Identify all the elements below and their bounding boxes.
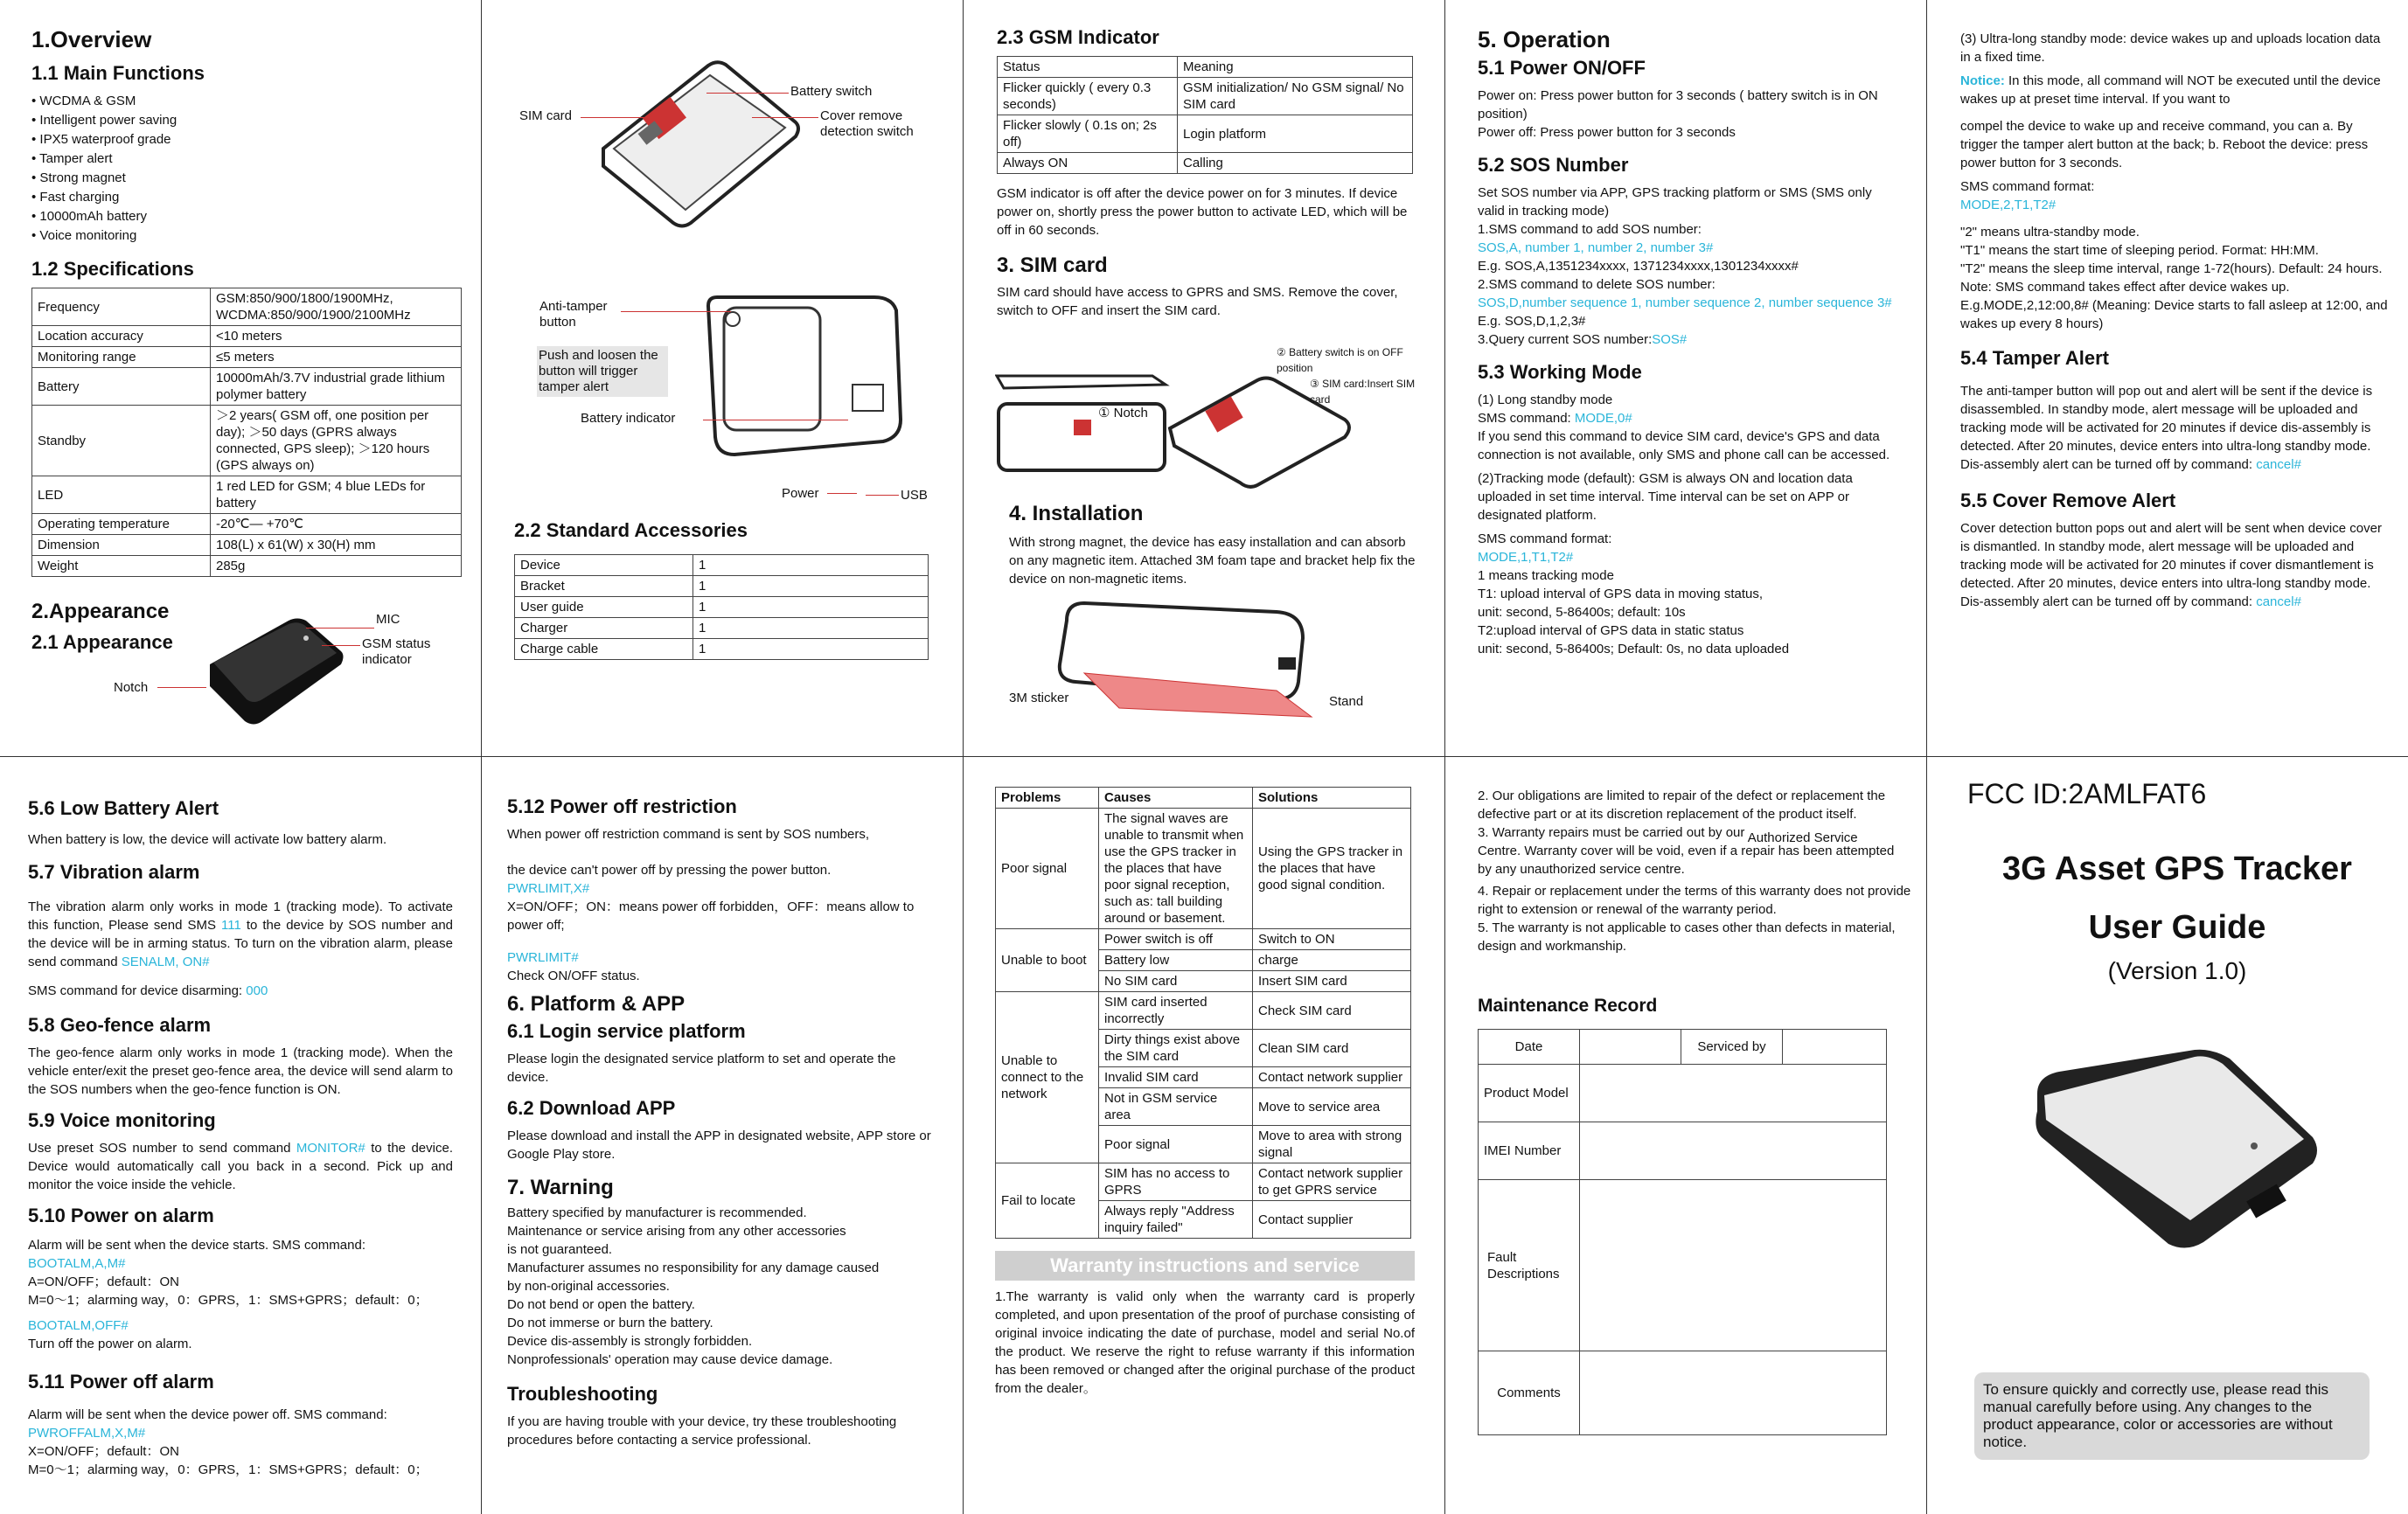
list-item: Nonprofessionals' operation may cause device damage. xyxy=(507,1352,833,1367)
guide-title: User Guide xyxy=(2088,909,2266,946)
text: (2)Tracking mode (default): GSM is always ON and location data uploaded in set time interval. Time interval can be set on APP or designated platform. xyxy=(1478,471,1853,523)
table-cell[interactable] xyxy=(1783,1030,1887,1065)
accessory-name: Device xyxy=(515,555,693,576)
list-item: by non-original accessories. xyxy=(507,1279,670,1294)
table-cell: Comments xyxy=(1479,1351,1580,1435)
label-gsm-indicator: GSM status indicator xyxy=(362,636,431,667)
table-row xyxy=(32,476,462,514)
leader-line xyxy=(621,311,731,312)
table-row xyxy=(996,809,1411,929)
panel-troubleshooting xyxy=(995,787,1415,1477)
spec-value: 1 red LED for GSM; 4 blue LEDs for battery xyxy=(211,476,462,514)
section-title: 5.1 Power ON/OFF xyxy=(1478,57,1646,79)
text: If you are having trouble with your device, try these troubleshooting procedures before contacting a service professional. xyxy=(507,1414,897,1448)
sms-command: MODE,1,T1,T2# xyxy=(1478,550,1574,565)
spec-value: 10000mAh/3.7V industrial grade lithium polymer battery xyxy=(211,368,462,406)
sms-command: cancel# xyxy=(2256,594,2301,609)
section-title: 5.7 Vibration alarm xyxy=(28,861,200,883)
table-row xyxy=(996,992,1411,1030)
label-battery-indicator: Battery indicator xyxy=(581,411,676,426)
spec-value: GSM:850/900/1800/1900MHz, WCDMA:850/900/1900/2100MHz xyxy=(211,288,462,326)
leader-line xyxy=(581,117,651,118)
device-open-image xyxy=(595,52,804,236)
column-header: Problems xyxy=(996,788,1099,809)
table-cell: GSM initialization/ No GSM signal/ No SIM card xyxy=(1178,78,1413,115)
accessory-qty: 1 xyxy=(693,555,929,576)
table-row xyxy=(32,556,462,577)
text: The geo-fence alarm only works in mode 1 (tracking mode). When the vehicle enter/exit the preset geo-fence area, the device will send alarm to the SOS numbers when the geo-fence function is ON. xyxy=(28,1045,453,1097)
column-header: Solutions xyxy=(1253,788,1411,809)
cause-cell: Always reply "Address inquiry failed" xyxy=(1099,1201,1253,1239)
section-title: 7. Warning xyxy=(507,1176,614,1199)
section-title: 1.1 Main Functions xyxy=(31,62,205,84)
text: E.g.MODE,2,12:00,8# (Meaning: Device starts to fall asleep at 12:00, and wakes up every 8 hours) xyxy=(1960,298,2388,331)
sms-command: PWRLIMIT# xyxy=(507,950,579,965)
leader-line xyxy=(306,628,374,629)
device-front-image xyxy=(201,612,350,734)
sms-command: SOS# xyxy=(1652,332,1688,347)
text: SMS command for device disarming: xyxy=(28,983,247,998)
sms-command: PWRLIMIT,X# xyxy=(507,881,590,896)
leader-line xyxy=(706,93,789,94)
table-row xyxy=(515,597,929,618)
section-title: 3. SIM card xyxy=(997,253,1108,277)
cause-cell: SIM card inserted incorrectly xyxy=(1099,992,1253,1030)
accessory-name: Charger xyxy=(515,618,693,639)
cause-cell: The signal waves are unable to transmit when use the GPS tracker in the places that have poor signal reception, such as: tall building around or basement. xyxy=(1099,809,1253,929)
section-title: 1.2 Specifications xyxy=(31,258,194,280)
panel-platform-warning xyxy=(507,787,936,1504)
text: Use preset SOS number to send command xyxy=(28,1141,296,1156)
table-cell: Serviced by xyxy=(1681,1030,1783,1065)
text: "T1" means the start time of sleeping period. Format: HH:MM. xyxy=(1960,243,2319,258)
warranty-heading: Warranty instructions and service xyxy=(995,1251,1415,1281)
label-power: Power xyxy=(782,486,819,501)
table-row xyxy=(998,153,1413,174)
section-title: 5.2 SOS Number xyxy=(1478,154,1629,176)
specs-table xyxy=(31,288,462,577)
label-cover-remove-switch: Cover remove detection switch xyxy=(820,108,914,139)
text: Set SOS number via APP, GPS tracking platform or SMS (SMS only valid in tracking mode) xyxy=(1478,185,1872,219)
text: (1) Long standby mode xyxy=(1478,392,1613,407)
text: Please login the designated service platform to set and operate the device. xyxy=(507,1052,896,1085)
notice-label: Notice: xyxy=(1960,73,2005,88)
fold-line xyxy=(1444,0,1445,1514)
fold-line xyxy=(1926,0,1927,1514)
spec-value: ≤5 meters xyxy=(211,347,462,368)
text: 3.Query current SOS number: xyxy=(1478,332,1653,347)
solution-cell: Move to area with strong signal xyxy=(1253,1126,1411,1163)
text xyxy=(1478,330,1897,349)
list-item: Maintenance or service arising from any other accessories xyxy=(507,1224,846,1239)
solution-cell: Move to service area xyxy=(1253,1088,1411,1126)
label-sim-card: SIM card xyxy=(519,108,573,123)
table-row xyxy=(32,288,462,326)
leader-line xyxy=(752,117,818,118)
text: 5. The warranty is not applicable to cases other than defects in material, design and workmanship. xyxy=(1478,920,1896,954)
label-battery-switch: Battery switch xyxy=(790,84,873,99)
text: "T2" means the sleep time interval, range 1-72(hours). Default: 24 hours. xyxy=(1960,261,2383,276)
column-header: Meaning xyxy=(1178,57,1413,78)
text: Power off: Press power button for 3 seconds xyxy=(1478,125,1736,140)
table-row xyxy=(998,115,1413,153)
cause-cell: Poor signal xyxy=(1099,1126,1253,1163)
accessory-qty: 1 xyxy=(693,618,929,639)
gsm-table xyxy=(997,56,1413,174)
warning-list xyxy=(507,1204,936,1369)
spec-value: 108(L) x 61(W) x 30(H) mm xyxy=(211,535,462,556)
table-row xyxy=(515,576,929,597)
text: If you send this command to device SIM card, device's GPS and data connection is not available, only SMS and phone call can be accessed. xyxy=(1478,429,1890,462)
accessory-qty: 1 xyxy=(693,576,929,597)
label-push-note: Push and loosen the button will trigger tamper alert xyxy=(537,346,668,397)
troubleshooting-table xyxy=(995,787,1411,1239)
table-cell: IMEI Number xyxy=(1479,1122,1580,1180)
spec-value: ＞2 years( GSM off, one position per day); ＞50 days (GPRS always connected, GPS sleep); ＞120 hours (GPS always on) xyxy=(211,406,462,476)
spec-key: Battery xyxy=(32,368,211,406)
spec-value: <10 meters xyxy=(211,326,462,347)
cause-cell: Battery low xyxy=(1099,950,1253,971)
text: The anti-tamper button will pop out and alert will be sent if the device is disassembled. In standby mode, alert message will be uploaded and tracking mode will be activated for 20 minutes if device dis-assembly is detected. After 20 minutes, device enters into ultra-long standby mode. Dis-assembly alert can be turned off by command: xyxy=(1960,384,2373,472)
section-title: 2.3 GSM Indicator xyxy=(997,26,1159,48)
text: E.g. SOS,D,1,2,3# xyxy=(1478,314,1586,329)
label-battery-switch-off: ② Battery switch is on OFF position xyxy=(1277,346,1403,374)
cover-note: To ensure quickly and correctly use, please read this manual carefully before using. Any changes to the product appearance, color or accessories are without notice. xyxy=(1974,1372,2370,1460)
text xyxy=(1478,823,1911,845)
section-title: 2.1 Appearance xyxy=(31,631,173,653)
table-header xyxy=(998,57,1413,78)
section-title: 6.2 Download APP xyxy=(507,1097,676,1119)
column-header: Causes xyxy=(1099,788,1253,809)
cause-cell: Invalid SIM card xyxy=(1099,1067,1253,1088)
problem-cell: Unable to connect to the network xyxy=(996,992,1099,1163)
text xyxy=(1478,409,1897,427)
list-item: • WCDMA & GSM xyxy=(31,94,136,108)
text: Centre. Warranty cover will be void, even if a repair has been attempted by any unauthorized service centre. xyxy=(1478,844,1895,877)
table-row xyxy=(515,639,929,660)
text: Power on: Press power button for 3 seconds ( battery switch is in ON position) xyxy=(1478,88,1878,122)
problem-cell: Poor signal xyxy=(996,809,1099,929)
table-row xyxy=(32,406,462,476)
text: Please download and install the APP in designated website, APP store or Google Play store. xyxy=(507,1129,931,1162)
table-cell[interactable] xyxy=(1580,1351,1887,1435)
cause-cell: SIM has no access to GPRS xyxy=(1099,1163,1253,1201)
table-cell: Calling xyxy=(1178,153,1413,174)
sms-command: BOOTALM,OFF# xyxy=(28,1318,129,1333)
functions-list xyxy=(31,92,469,246)
label-anti-tamper: Anti-tamper button xyxy=(539,299,608,330)
solution-cell: charge xyxy=(1253,950,1411,971)
text: Alarm will be sent when the device starts. SMS command: xyxy=(28,1238,365,1253)
text xyxy=(28,982,453,1000)
text: In this mode, all command will NOT be executed until the device wakes up at preset time interval. If you want to xyxy=(1960,73,2381,107)
table-header xyxy=(996,788,1411,809)
label-3m-sticker: 3M sticker xyxy=(1009,691,1069,705)
text: M=0～1；alarming way，0：GPRS，1：SMS+GPRS；default：0； xyxy=(28,1293,428,1308)
list-item: Battery specified by manufacturer is recommended. xyxy=(507,1205,807,1220)
list-item: • IPX5 waterproof grade xyxy=(31,132,171,147)
section-title: 5.9 Voice monitoring xyxy=(28,1109,216,1131)
section-title: Troubleshooting xyxy=(507,1383,658,1405)
section-title: 5. Operation xyxy=(1478,26,1611,52)
text: "2" means ultra-standby mode. xyxy=(1960,225,2140,240)
accessory-qty: 1 xyxy=(693,639,929,660)
text: When power off restriction command is sent by SOS numbers, xyxy=(507,827,870,842)
text: A=ON/OFF；default：ON xyxy=(28,1274,179,1289)
solution-cell: Contact network supplier to get GPRS service xyxy=(1253,1163,1411,1201)
table-row xyxy=(515,618,929,639)
table-cell: Always ON xyxy=(998,153,1178,174)
list-item: • 10000mAh battery xyxy=(31,209,147,224)
table-row xyxy=(515,555,929,576)
accessory-name: Bracket xyxy=(515,576,693,597)
spec-key: Operating temperature xyxy=(32,514,211,535)
sms-command: MODE,0# xyxy=(1574,411,1632,426)
product-title: 3G Asset GPS Tracker xyxy=(2002,851,2352,887)
section-title: 2.Appearance xyxy=(31,600,170,623)
text: Turn off the power on alarm. xyxy=(28,1337,192,1351)
fold-line xyxy=(963,0,964,1514)
text xyxy=(1960,519,2389,611)
list-item: • Strong magnet xyxy=(31,170,126,185)
label-sim-insert: ③ SIM card:Insert SIM card xyxy=(1310,378,1416,406)
maintenance-record-table xyxy=(1478,1029,1887,1435)
section-title: 6. Platform & APP xyxy=(507,992,686,1016)
sms-command: cancel# xyxy=(2256,457,2301,472)
solution-cell: Insert SIM card xyxy=(1253,971,1411,992)
text: 4. Repair or replacement under the terms of this warranty does not provide right to extension or renewal of the warranty period. xyxy=(1478,884,1911,917)
text: The vibration alarm only works in mode 1 (tracking mode). To activate this function, Please send SMS xyxy=(28,899,453,933)
table-row xyxy=(32,535,462,556)
label-stand: Stand xyxy=(1329,694,1364,709)
spec-key: Frequency xyxy=(32,288,211,326)
sms-command: 000 xyxy=(246,983,268,998)
text: Alarm will be sent when the device power off. SMS command: xyxy=(28,1407,387,1422)
device-mount-image xyxy=(1049,594,1329,726)
cause-cell: Power switch is off xyxy=(1099,929,1253,950)
section-title: 5.5 Cover Remove Alert xyxy=(1960,490,2176,511)
sms-command: 111 xyxy=(221,918,241,933)
text: unit: second, 5-86400s; default: 10s xyxy=(1478,605,1686,620)
table-row xyxy=(32,368,462,406)
sms-command: PWROFFALM,X,M# xyxy=(28,1426,146,1441)
spec-key: Weight xyxy=(32,556,211,577)
text: 2.SMS command to delete SOS number: xyxy=(1478,277,1716,292)
leader-line xyxy=(322,645,360,646)
sms-command: SOS,D,number sequence 1, number sequence 2, number sequence 3# xyxy=(1478,295,1892,310)
panel-modes-alerts xyxy=(1960,30,2389,752)
table-row xyxy=(998,78,1413,115)
list-item: • Intelligent power saving xyxy=(31,113,177,128)
spec-key: LED xyxy=(32,476,211,514)
table-row xyxy=(32,347,462,368)
spec-value: -20℃— +70℃ xyxy=(211,514,462,535)
text: When battery is low, the device will activate low battery alarm. xyxy=(28,832,387,847)
table-cell: Flicker quickly ( every 0.3 seconds) xyxy=(998,78,1178,115)
spec-key: Location accuracy xyxy=(32,326,211,347)
solution-cell: Switch to ON xyxy=(1253,929,1411,950)
leader-line xyxy=(866,495,899,496)
sms-command: SENALM, ON# xyxy=(121,955,210,969)
panel-installation xyxy=(1009,502,1416,598)
solution-cell: Clean SIM card xyxy=(1253,1030,1411,1067)
table-cell: Product Model xyxy=(1479,1065,1580,1122)
list-item: Do not bend or open the battery. xyxy=(507,1297,695,1312)
text: E.g. SOS,A,1351234xxxx, 1371234xxxx,1301234xxxx# xyxy=(1478,259,1799,274)
label-mic: MIC xyxy=(376,612,400,627)
text: T1: upload interval of GPS data in moving status, xyxy=(1478,587,1764,601)
spec-key: Dimension xyxy=(32,535,211,556)
accessories-table xyxy=(514,554,929,660)
section-title: 1.Overview xyxy=(31,26,152,52)
text: Cover detection button pops out and alert will be sent when device cover is dismantled. In standby mode, alert message will be uploaded and tracking mode will be activated for 20 minutes if cover dismantlement is detected. After 20 minutes, device enters into ultra-long standby mode. Dis-assembly alert can be turned off by command: xyxy=(1960,521,2382,609)
table-cell: Fault Descriptions xyxy=(1479,1180,1580,1351)
panel-accessories xyxy=(514,519,934,677)
sms-command: MONITOR# xyxy=(296,1141,365,1156)
spec-key: Monitoring range xyxy=(32,347,211,368)
text: to the device. Device would automatically call you back in a second. Pick up and monitor the voice inside the vehicle. xyxy=(28,1141,453,1192)
installation-text: With strong magnet, the device has easy installation and can absorb on any magnetic item. Attached 3M foam tape and bracket help fix the device on non-magnetic items. xyxy=(1009,535,1416,587)
accessory-name: Charge cable xyxy=(515,639,693,660)
label-usb: USB xyxy=(901,488,928,503)
label-notch: ① Notch xyxy=(1098,406,1148,420)
section-title: 5.3 Working Mode xyxy=(1478,361,1642,383)
gsm-note: GSM indicator is off after the device power on for 3 minutes. If device power on, shortly press the power button to activate LED, which will be off in 60 seconds. xyxy=(997,186,1408,238)
section-title: 4. Installation xyxy=(1009,502,1144,525)
text: to the device by SOS number and the device will be in arming status. To turn on the vibration alarm, please send command xyxy=(28,918,453,969)
table-cell: Login platform xyxy=(1178,115,1413,153)
list-item: Manufacturer assumes no responsibility for any damage caused xyxy=(507,1261,880,1275)
list-item: is not guaranteed. xyxy=(507,1242,613,1257)
section-title: Maintenance Record xyxy=(1478,996,1658,1016)
cause-cell: Not in GSM service area xyxy=(1099,1088,1253,1126)
fcc-id: FCC ID:2AMLFAT6 xyxy=(1967,778,2207,809)
spec-key: Standby xyxy=(32,406,211,476)
section-title: 5.11 Power off alarm xyxy=(28,1371,214,1392)
leader-line xyxy=(827,493,857,494)
sms-command: MODE,2,T1,T2# xyxy=(1960,198,2057,212)
column-header: Status xyxy=(998,57,1178,78)
solution-cell: Contact network supplier xyxy=(1253,1067,1411,1088)
section-title: 5.6 Low Battery Alert xyxy=(28,797,219,819)
text xyxy=(1960,382,2389,474)
text: T2:upload interval of GPS data in static status xyxy=(1478,623,1744,638)
version: (Version 1.0) xyxy=(2107,957,2247,984)
solution-cell: Using the GPS tracker in the places that have good signal condition. xyxy=(1253,809,1411,929)
section-title: 6.1 Login service platform xyxy=(507,1020,746,1042)
list-item: • Voice monitoring xyxy=(31,228,137,243)
table-cell[interactable] xyxy=(1580,1065,1887,1122)
section-title: 5.4 Tamper Alert xyxy=(1960,347,2109,369)
cause-cell: No SIM card xyxy=(1099,971,1253,992)
text: unit: second, 5-86400s; Default: 0s, no data uploaded xyxy=(1478,642,1790,656)
device-back-image xyxy=(699,288,909,463)
text: SMS command format: xyxy=(1960,179,2095,194)
device-cover-image xyxy=(2020,1041,2335,1260)
warranty-text: 1.The warranty is valid only when the warranty card is properly completed, and upon presentation of the proof of purchase consisting of original invoice indicating the date of purchase, model and serial No.of the product. We reserve the right to refuse warranty if this information has been removed or changed after the original purchase of the product from the dealer。 xyxy=(995,1289,1415,1396)
text: compel the device to wake up and receive command, you can a. By trigger the tamper alert button at the back; b. Reboot the device: press power button for 3 seconds. xyxy=(1960,119,2369,170)
table-cell: Flicker slowly ( 0.1s on; 2s off) xyxy=(998,115,1178,153)
list-item: Device dis-assembly is strongly forbidden. xyxy=(507,1334,753,1349)
fold-line xyxy=(0,756,2408,757)
list-item: Do not immerse or burn the battery. xyxy=(507,1316,713,1330)
text: 2. Our obligations are limited to repair of the defect or replacement the defective part or at its discretion replacement of the product itself. xyxy=(1478,788,1886,822)
text: 1 means tracking mode xyxy=(1478,568,1614,583)
sms-command: SOS,A, number 1, number 2, number 3# xyxy=(1478,240,1714,255)
accessory-name: User guide xyxy=(515,597,693,618)
text: 3. Warranty repairs must be carried out by our xyxy=(1478,825,1745,840)
text: SMS command: xyxy=(1478,411,1575,426)
list-item: • Tamper alert xyxy=(31,151,113,166)
section-title: 5.10 Power on alarm xyxy=(28,1205,214,1226)
accessory-qty: 1 xyxy=(693,597,929,618)
text: SMS command format: xyxy=(1478,531,1612,546)
text: Check ON/OFF status. xyxy=(507,969,640,983)
spec-value: 285g xyxy=(211,556,462,577)
section-title: 5.12 Power off restriction xyxy=(507,795,737,817)
table-cell: Date xyxy=(1479,1030,1580,1065)
table-cell[interactable] xyxy=(1580,1122,1887,1180)
table-cell[interactable] xyxy=(1580,1180,1887,1351)
table-cell[interactable] xyxy=(1580,1030,1681,1065)
panel-warranty-record xyxy=(1478,787,1911,1477)
text: 1.SMS command to add SOS number: xyxy=(1478,222,1702,237)
text: (3) Ultra-long standby mode: device wakes up and uploads location data in a fixed time. xyxy=(1960,31,2381,65)
problem-cell: Fail to locate xyxy=(996,1163,1099,1239)
label-notch: Notch xyxy=(114,680,149,695)
problem-cell: Unable to boot xyxy=(996,929,1099,992)
text: Authorized Service xyxy=(1747,830,1858,845)
panel-alarms xyxy=(28,788,453,1505)
table-row xyxy=(32,514,462,535)
text xyxy=(28,1139,453,1194)
text: Note: SMS command takes effect after device wakes up. xyxy=(1960,280,2290,295)
section-title: 5.8 Geo-fence alarm xyxy=(28,1014,212,1036)
text: the device can't power off by pressing the power button. xyxy=(507,863,832,878)
sms-command: BOOTALM,A,M# xyxy=(28,1256,126,1271)
text: M=0～1；alarming way，0：GPRS，1：SMS+GPRS；default：0； xyxy=(28,1462,428,1477)
sim-text: SIM card should have access to GPRS and SMS. Remove the cover, switch to OFF and insert the SIM card. xyxy=(997,285,1398,318)
text xyxy=(28,898,453,971)
table-row xyxy=(996,1163,1411,1201)
section-title: 2.2 Standard Accessories xyxy=(514,519,748,541)
solution-cell: Check SIM card xyxy=(1253,992,1411,1030)
notice xyxy=(1960,72,2389,108)
fold-line xyxy=(481,0,482,1514)
table-row xyxy=(32,326,462,347)
cause-cell: Dirty things exist above the SIM card xyxy=(1099,1030,1253,1067)
panel-operation xyxy=(1478,26,1897,752)
leader-line xyxy=(157,687,206,688)
text: X=ON/OFF；default：ON xyxy=(28,1444,179,1459)
table-row xyxy=(996,929,1411,950)
panel-cover xyxy=(1967,778,2387,1495)
list-item: • Fast charging xyxy=(31,190,120,205)
solution-cell: Contact supplier xyxy=(1253,1201,1411,1239)
text: X=ON/OFF；ON：means power off forbidden，OFF：means allow to power off; xyxy=(507,899,915,933)
